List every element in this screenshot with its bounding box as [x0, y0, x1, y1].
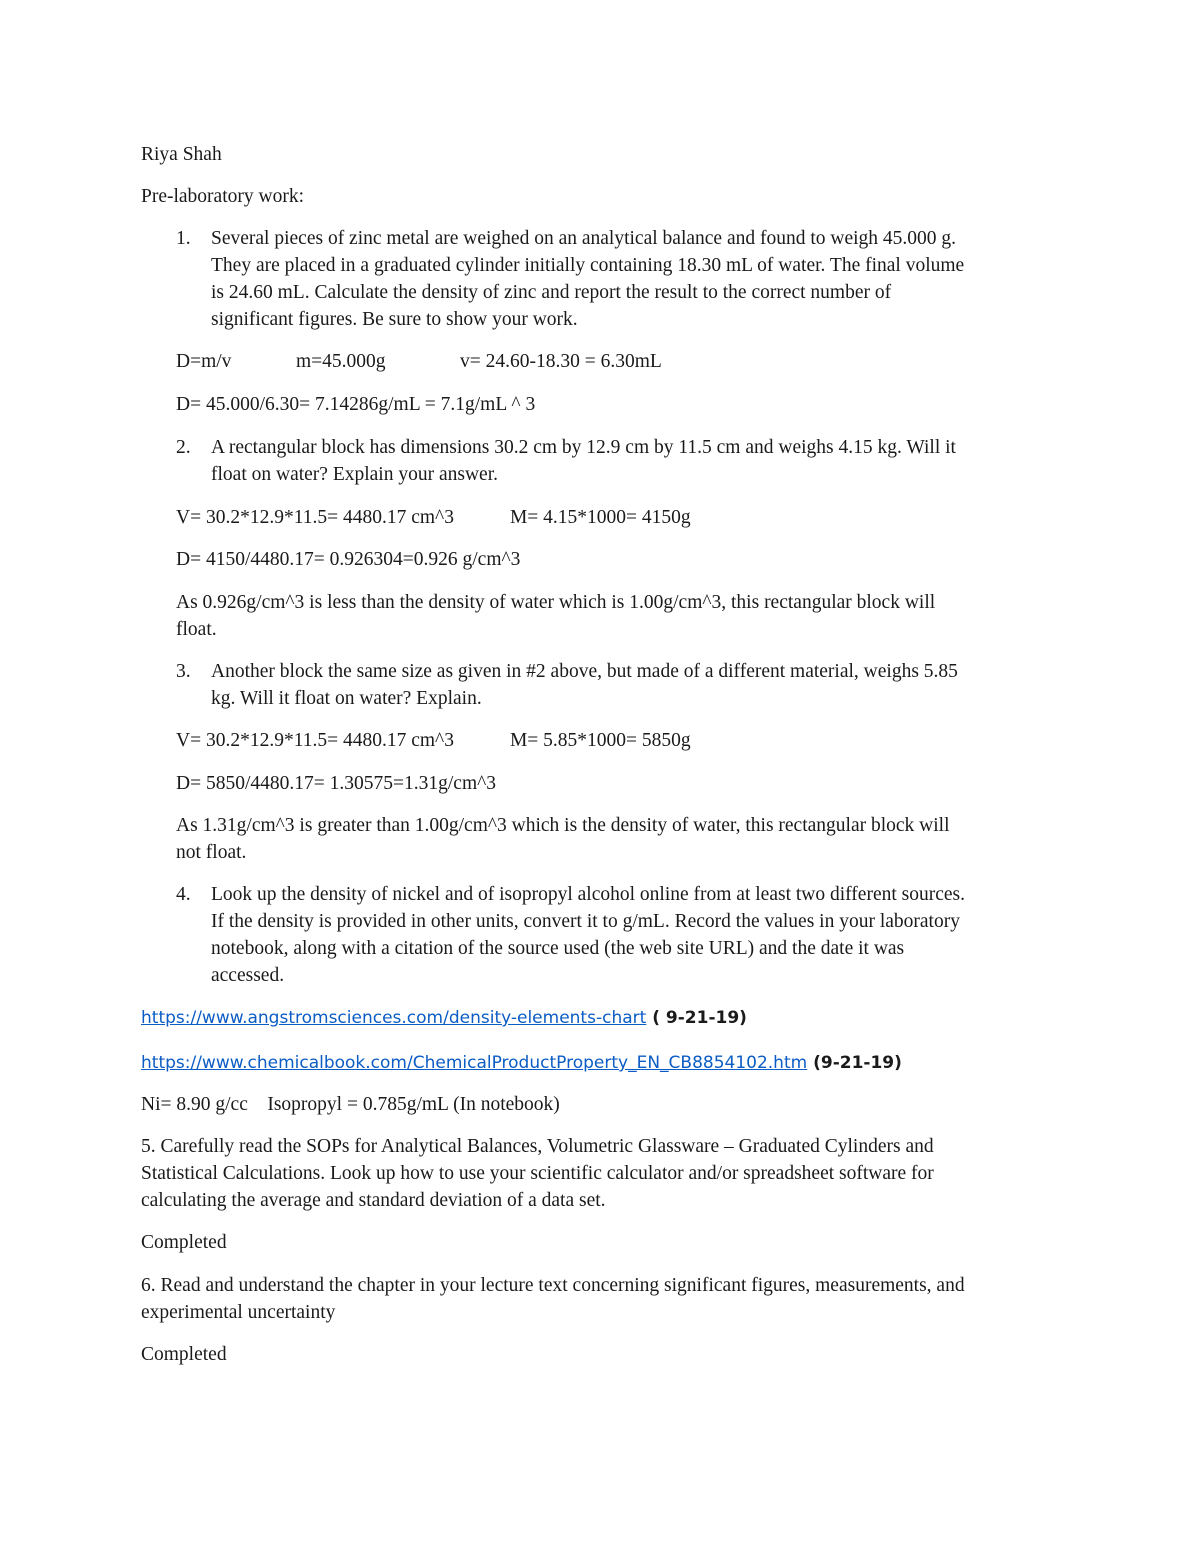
q1-mass: m=45.000g [296, 351, 386, 372]
q1-text-line: significant figures. Be sure to show your work. [211, 309, 578, 330]
q3-number: 3. [176, 661, 191, 682]
q2-number: 2. [176, 437, 191, 458]
q1-volume: v= 24.60-18.30 = 6.30mL [460, 351, 662, 372]
q1-text-line: is 24.60 mL. Calculate the density of zinc and report the result to the correct number of [211, 282, 892, 303]
q4-text-line: If the density is provided in other units, convert it to g/mL. Record the values in your laboratory [211, 911, 960, 932]
q2-mass: M= 4.15*1000= 4150g [509, 507, 691, 528]
q2-conclusion-line: As 0.926g/cm^3 is less than the density of water which is 1.00g/cm^3, this rectangular block will [176, 592, 936, 613]
q1-text-line: Several pieces of zinc metal are weighed on an analytical balance and found to weigh 45.000 g. [211, 228, 957, 249]
q5-text-line: 5. Carefully read the SOPs for Analytical Balances, Volumetric Glassware – Graduated Cylinders and [141, 1136, 934, 1157]
q2-work-row [176, 504, 691, 531]
q2-volume: V= 30.2*12.9*11.5= 4480.17 cm^3 [176, 507, 454, 528]
q4-text-line: notebook, along with a citation of the source used (the web site URL) and the date it was [211, 938, 905, 959]
author-name: Riya Shah [141, 144, 222, 165]
q1-text-line: They are placed in a graduated cylinder initially containing 18.30 mL of water. The final volume [211, 255, 965, 276]
section-heading: Pre-laboratory work: [141, 186, 304, 207]
source-1-link[interactable]: https://www.angstromsciences.com/density-elements-chart [141, 1008, 647, 1028]
q3-density: D= 5850/4480.17= 1.30575=1.31g/cm^3 [176, 773, 497, 794]
q4-number: 4. [176, 884, 191, 905]
q3-work-row [176, 727, 691, 754]
q3-text-line: Another block the same size as given in #2 above, but made of a different material, weighs 5.85 [211, 661, 958, 682]
q4-text-line: accessed. [211, 965, 285, 986]
q3-mass: M= 5.85*1000= 5850g [509, 730, 691, 751]
source-1-row [141, 1004, 747, 1032]
q1-formula: D=m/v [176, 351, 232, 372]
source-2-row [141, 1049, 902, 1077]
q3-volume: V= 30.2*12.9*11.5= 4480.17 cm^3 [176, 730, 454, 751]
q6-text-line: experimental uncertainty [141, 1302, 336, 1323]
q3-conclusion-line: not float. [176, 842, 247, 863]
q5-text-line: Statistical Calculations. Look up how to use your scientific calculator and/or spreadsheet software for [141, 1163, 934, 1184]
source-2-link[interactable]: https://www.chemicalbook.com/ChemicalProductProperty_EN_CB8854102.htm [141, 1053, 808, 1073]
q3-conclusion-line: As 1.31g/cm^3 is greater than 1.00g/cm^3 which is the density of water, this rectangular block will [176, 815, 950, 836]
q5-text-line: calculating the average and standard deviation of a data set. [141, 1190, 606, 1211]
source-2-date: (9-21-19) [807, 1053, 902, 1073]
q2-density: D= 4150/4480.17= 0.926304=0.926 g/cm^3 [176, 549, 521, 570]
q4-text-line: Look up the density of nickel and of isopropyl alcohol online from at least two different sources. [211, 884, 965, 905]
q5-status: Completed [141, 1232, 227, 1253]
q1-work-row [176, 348, 662, 375]
q1-number: 1. [176, 228, 191, 249]
density-values: Ni= 8.90 g/cc Isopropyl = 0.785g/mL (In notebook) [141, 1094, 560, 1115]
q2-conclusion-line: float. [176, 619, 217, 640]
q2-text-line: A rectangular block has dimensions 30.2 cm by 12.9 cm by 11.5 cm and weighs 4.15 kg. Will it [211, 437, 956, 458]
q2-text-line: float on water? Explain your answer. [211, 464, 498, 485]
q1-result: D= 45.000/6.30= 7.14286g/mL = 7.1g/mL ^ 3 [176, 394, 536, 415]
q6-status: Completed [141, 1344, 227, 1365]
source-1-date: ( 9-21-19) [646, 1008, 747, 1028]
q3-text-line: kg. Will it float on water? Explain. [211, 688, 482, 709]
q6-text-line: 6. Read and understand the chapter in your lecture text concerning significant figures, measurements, and [141, 1275, 965, 1296]
